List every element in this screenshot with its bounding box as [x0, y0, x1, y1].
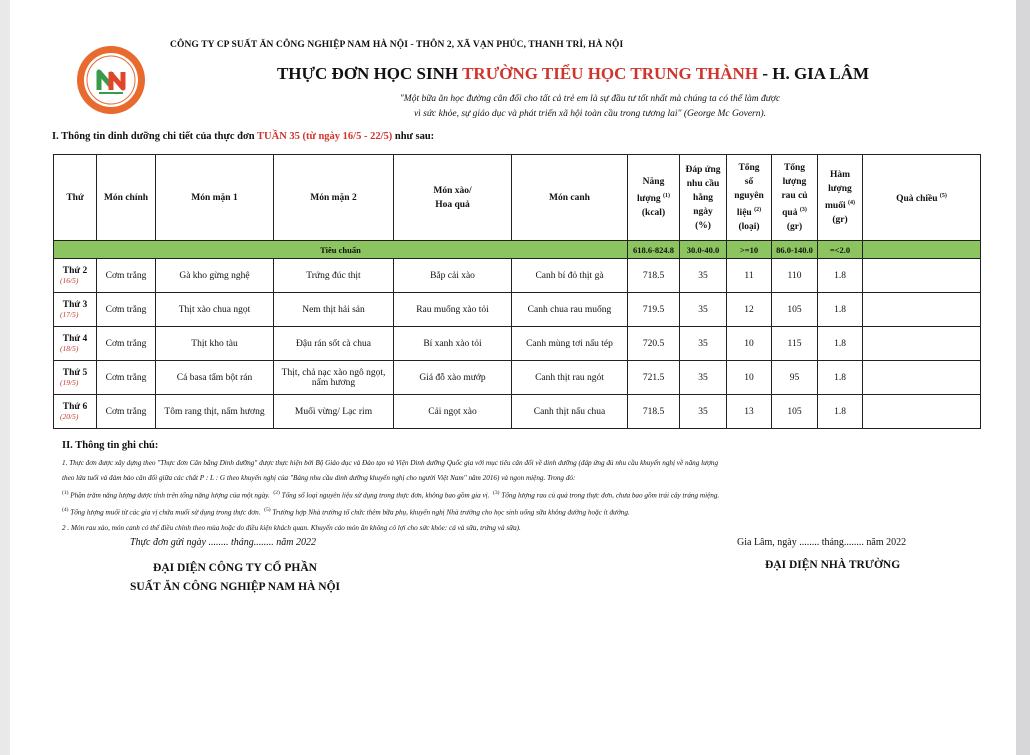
day-cell: Thứ 6 (20/5): [54, 395, 97, 429]
cell-man2: Muối vừng/ Lạc rim: [274, 395, 394, 429]
cell-man2: Đậu rán sốt cà chua: [274, 327, 394, 361]
week-label: TUẦN 35 (từ ngày 16/5 - 22/5): [257, 131, 393, 142]
note1-line1: 1. Thực đơn được xây dựng theo "Thực đơn Cân bằng Dinh dưỡng" được thực hiện bởi Bộ Giáo dục và Đào tạo và Viện Dinh dưỡng Quốc gia với mục tiêu cân đối về dinh dưỡng (đáp ứng đủ nhu cầu khuyến nghị về năng lượng: [62, 459, 719, 467]
cell-rau: 105: [772, 395, 818, 429]
table-row: [54, 259, 981, 293]
standard-rau: 86.0-140.0: [772, 241, 818, 259]
col-tong-nguyen-lieu: Tổng số nguyên liệu $^{(2)}$ (loại): [727, 155, 772, 241]
cell-mon-chinh: Cơm trắng: [97, 361, 156, 395]
cell-mon-chinh: Cơm trắng: [97, 327, 156, 361]
company-representative: ĐẠI DIỆN CÔNG TY CỔ PHẦN SUẤT ĂN CÔNG NGHIỆP NAM HÀ NỘI: [130, 562, 340, 593]
cell-canh: Canh thịt rau ngót: [512, 361, 628, 395]
note1-line2: theo lứa tuổi và đảm bảo cân đối giữa các chất P : L : G theo khuyến nghị của "Bảng nhu cầu dinh dưỡng khuyến nghị cho người Việt Nam" năm 2016) và ngon miệng. Trong đó:: [62, 474, 576, 482]
cell-muoi: 1.8: [818, 327, 863, 361]
col-mon-chinh: Món chính: [97, 155, 156, 241]
table-row: [54, 293, 981, 327]
cell-nl: 10: [727, 327, 772, 361]
menu-table: [53, 154, 981, 429]
cell-man2: Thịt, chả nạc xào ngô ngọt, nấm hương: [274, 361, 394, 395]
standard-tong-nl: >=10: [727, 241, 772, 259]
cell-pct: 35: [680, 327, 727, 361]
quote: "Một bữa ăn học đường cân đối cho tất cả trẻ em là sự đầu tư tốt nhất mà chúng ta có thể làm được vì sức khỏe, sự giáo dục và phát triển xã hội toàn cầu trong tương lai" (George Mc Govern).: [399, 94, 781, 119]
standard-qua: [863, 241, 981, 259]
col-dap-ung: Đáp ứng nhu cầu hằng ngày (%): [680, 155, 727, 241]
col-canh: Món canh: [512, 155, 628, 241]
left-sign-date: Thực đơn gửi ngày ........ tháng........ năm 2022: [130, 537, 316, 548]
cell-pct: 35: [680, 395, 727, 429]
cell-muoi: 1.8: [818, 361, 863, 395]
cell-xao: Bắp cải xào: [394, 259, 512, 293]
col-man1: Món mặn 1: [156, 155, 274, 241]
cell-canh: Canh bí đỏ thịt gà: [512, 259, 628, 293]
document-page: [10, 0, 1016, 755]
standard-nang-luong: 618.6-824.8: [628, 241, 680, 259]
col-man2: Món mặn 2: [274, 155, 394, 241]
cell-pct: 35: [680, 361, 727, 395]
cell-nl: 12: [727, 293, 772, 327]
col-xao: Món xào/ Hoa quả: [394, 155, 512, 241]
background-edge: [1016, 0, 1030, 755]
table-row: [54, 361, 981, 395]
cell-xao: Bí xanh xào tỏi: [394, 327, 512, 361]
school-representative: ĐẠI DIỆN NHÀ TRƯỜNG: [765, 559, 901, 571]
cell-nl: 11: [727, 259, 772, 293]
cell-man1: Thịt xào chua ngọt: [156, 293, 274, 327]
cell-kcal: 721.5: [628, 361, 680, 395]
cell-qua: [863, 395, 981, 429]
company-line: CÔNG TY CP SUẤT ĂN CÔNG NGHIỆP NAM HÀ NỘI - THÔN 2, XÃ VẠN PHÚC, THANH TRÌ, HÀ NỘI: [170, 40, 624, 50]
right-sign-date: Gia Lâm, ngày ........ tháng........ năm 2022: [737, 537, 907, 548]
cell-qua: [863, 361, 981, 395]
table-header-row: [54, 155, 981, 241]
cell-qua: [863, 293, 981, 327]
cell-muoi: 1.8: [818, 395, 863, 429]
standard-dap-ung: 30.0-40.0: [680, 241, 727, 259]
cell-man1: Tôm rang thịt, nấm hương: [156, 395, 274, 429]
day-cell: Thứ 3 (17/5): [54, 293, 97, 327]
cell-kcal: 719.5: [628, 293, 680, 327]
cell-qua: [863, 259, 981, 293]
table-row: [54, 327, 981, 361]
day-cell: Thứ 5 (19/5): [54, 361, 97, 395]
cell-muoi: 1.8: [818, 259, 863, 293]
col-qua-chieu: Quà chiều $^{(5)}$: [863, 155, 981, 241]
section1-heading: I. Thông tin dinh dưỡng chi tiết của thực đơn TUẦN 35 (từ ngày 16/5 - 22/5) như sau:: [52, 131, 435, 142]
cell-mon-chinh: Cơm trắng: [97, 293, 156, 327]
cell-canh: Canh thịt nấu chua: [512, 395, 628, 429]
table-row: [54, 395, 981, 429]
day-cell: Thứ 2 (16/5): [54, 259, 97, 293]
cell-rau: 95: [772, 361, 818, 395]
cell-kcal: 720.5: [628, 327, 680, 361]
cell-rau: 115: [772, 327, 818, 361]
note-footnotes-a: $^{(1)}$ Phần trăm năng lượng được tính trên tổng năng lượng của một ngày. $^{(2)}$ Tổng số loại nguyên liệu sử dụng trong thực đơn, không bao gồm gia vị. $^{(3)}$ Tổng lượng rau củ quả trong thực đơn, chưa bao gồm trái cây tráng miệng.: [62, 490, 720, 500]
col-nang-luong: Năng lượng $^{(1)}$ (kcal): [628, 155, 680, 241]
cell-kcal: 718.5: [628, 259, 680, 293]
cell-xao: Cải ngọt xào: [394, 395, 512, 429]
cell-man1: Thịt kho tàu: [156, 327, 274, 361]
col-rau-cu-qua: Tổng lượng rau củ quả $^{(3)}$ (gr): [772, 155, 818, 241]
note-footnotes-b: $^{(4)}$ Tổng lượng muối từ các gia vị chứa muối sử dụng trong thực đơn. $^{(5)}$ Trường hợp Nhà trường tổ chức thêm bữa phụ, khuyến nghị Nhà trường cho học sinh uống sữa không đường hoặc ít đường.: [62, 507, 630, 517]
cell-rau: 110: [772, 259, 818, 293]
standard-row: [54, 241, 981, 259]
cell-rau: 105: [772, 293, 818, 327]
standard-muoi: =<2.0: [818, 241, 863, 259]
day-cell: Thứ 4 (18/5): [54, 327, 97, 361]
notes-block: [62, 456, 962, 536]
col-thu: Thứ: [54, 155, 97, 241]
col-muoi: Hàm lượng muối $^{(4)}$ (gr): [818, 155, 863, 241]
cell-xao: Giá đỗ xào mướp: [394, 361, 512, 395]
cell-muoi: 1.8: [818, 293, 863, 327]
cell-canh: Canh mùng tơi nấu tép: [512, 327, 628, 361]
cell-man2: Trứng đúc thịt: [274, 259, 394, 293]
cell-xao: Rau muống xào tỏi: [394, 293, 512, 327]
cell-man1: Cá basa tẩm bột rán: [156, 361, 274, 395]
cell-mon-chinh: Cơm trắng: [97, 259, 156, 293]
standard-label: Tiêu chuẩn: [54, 241, 628, 259]
cell-man1: Gà kho gừng nghệ: [156, 259, 274, 293]
page-title: THỰC ĐƠN HỌC SINH TRƯỜNG TIỂU HỌC TRUNG THÀNH - H. GIA LÂM: [276, 64, 870, 83]
note2: 2 . Món rau xào, món canh có thể điều chỉnh theo mùa hoặc do điều kiện khách quan. Khuyến cáo món ăn không có lợi cho sức khỏe: cá và sữa, trứng và sữa).: [62, 523, 521, 532]
cell-nl: 13: [727, 395, 772, 429]
cell-canh: Canh chua rau muống: [512, 293, 628, 327]
cell-pct: 35: [680, 259, 727, 293]
cell-man2: Nem thịt hải sản: [274, 293, 394, 327]
cell-kcal: 718.5: [628, 395, 680, 429]
section2-heading: II. Thông tin ghi chú:: [62, 440, 159, 451]
cell-qua: [863, 327, 981, 361]
cell-nl: 10: [727, 361, 772, 395]
cell-mon-chinh: Cơm trắng: [97, 395, 156, 429]
school-name: TRƯỜNG TIỂU HỌC TRUNG THÀNH: [462, 64, 759, 83]
cell-pct: 35: [680, 293, 727, 327]
